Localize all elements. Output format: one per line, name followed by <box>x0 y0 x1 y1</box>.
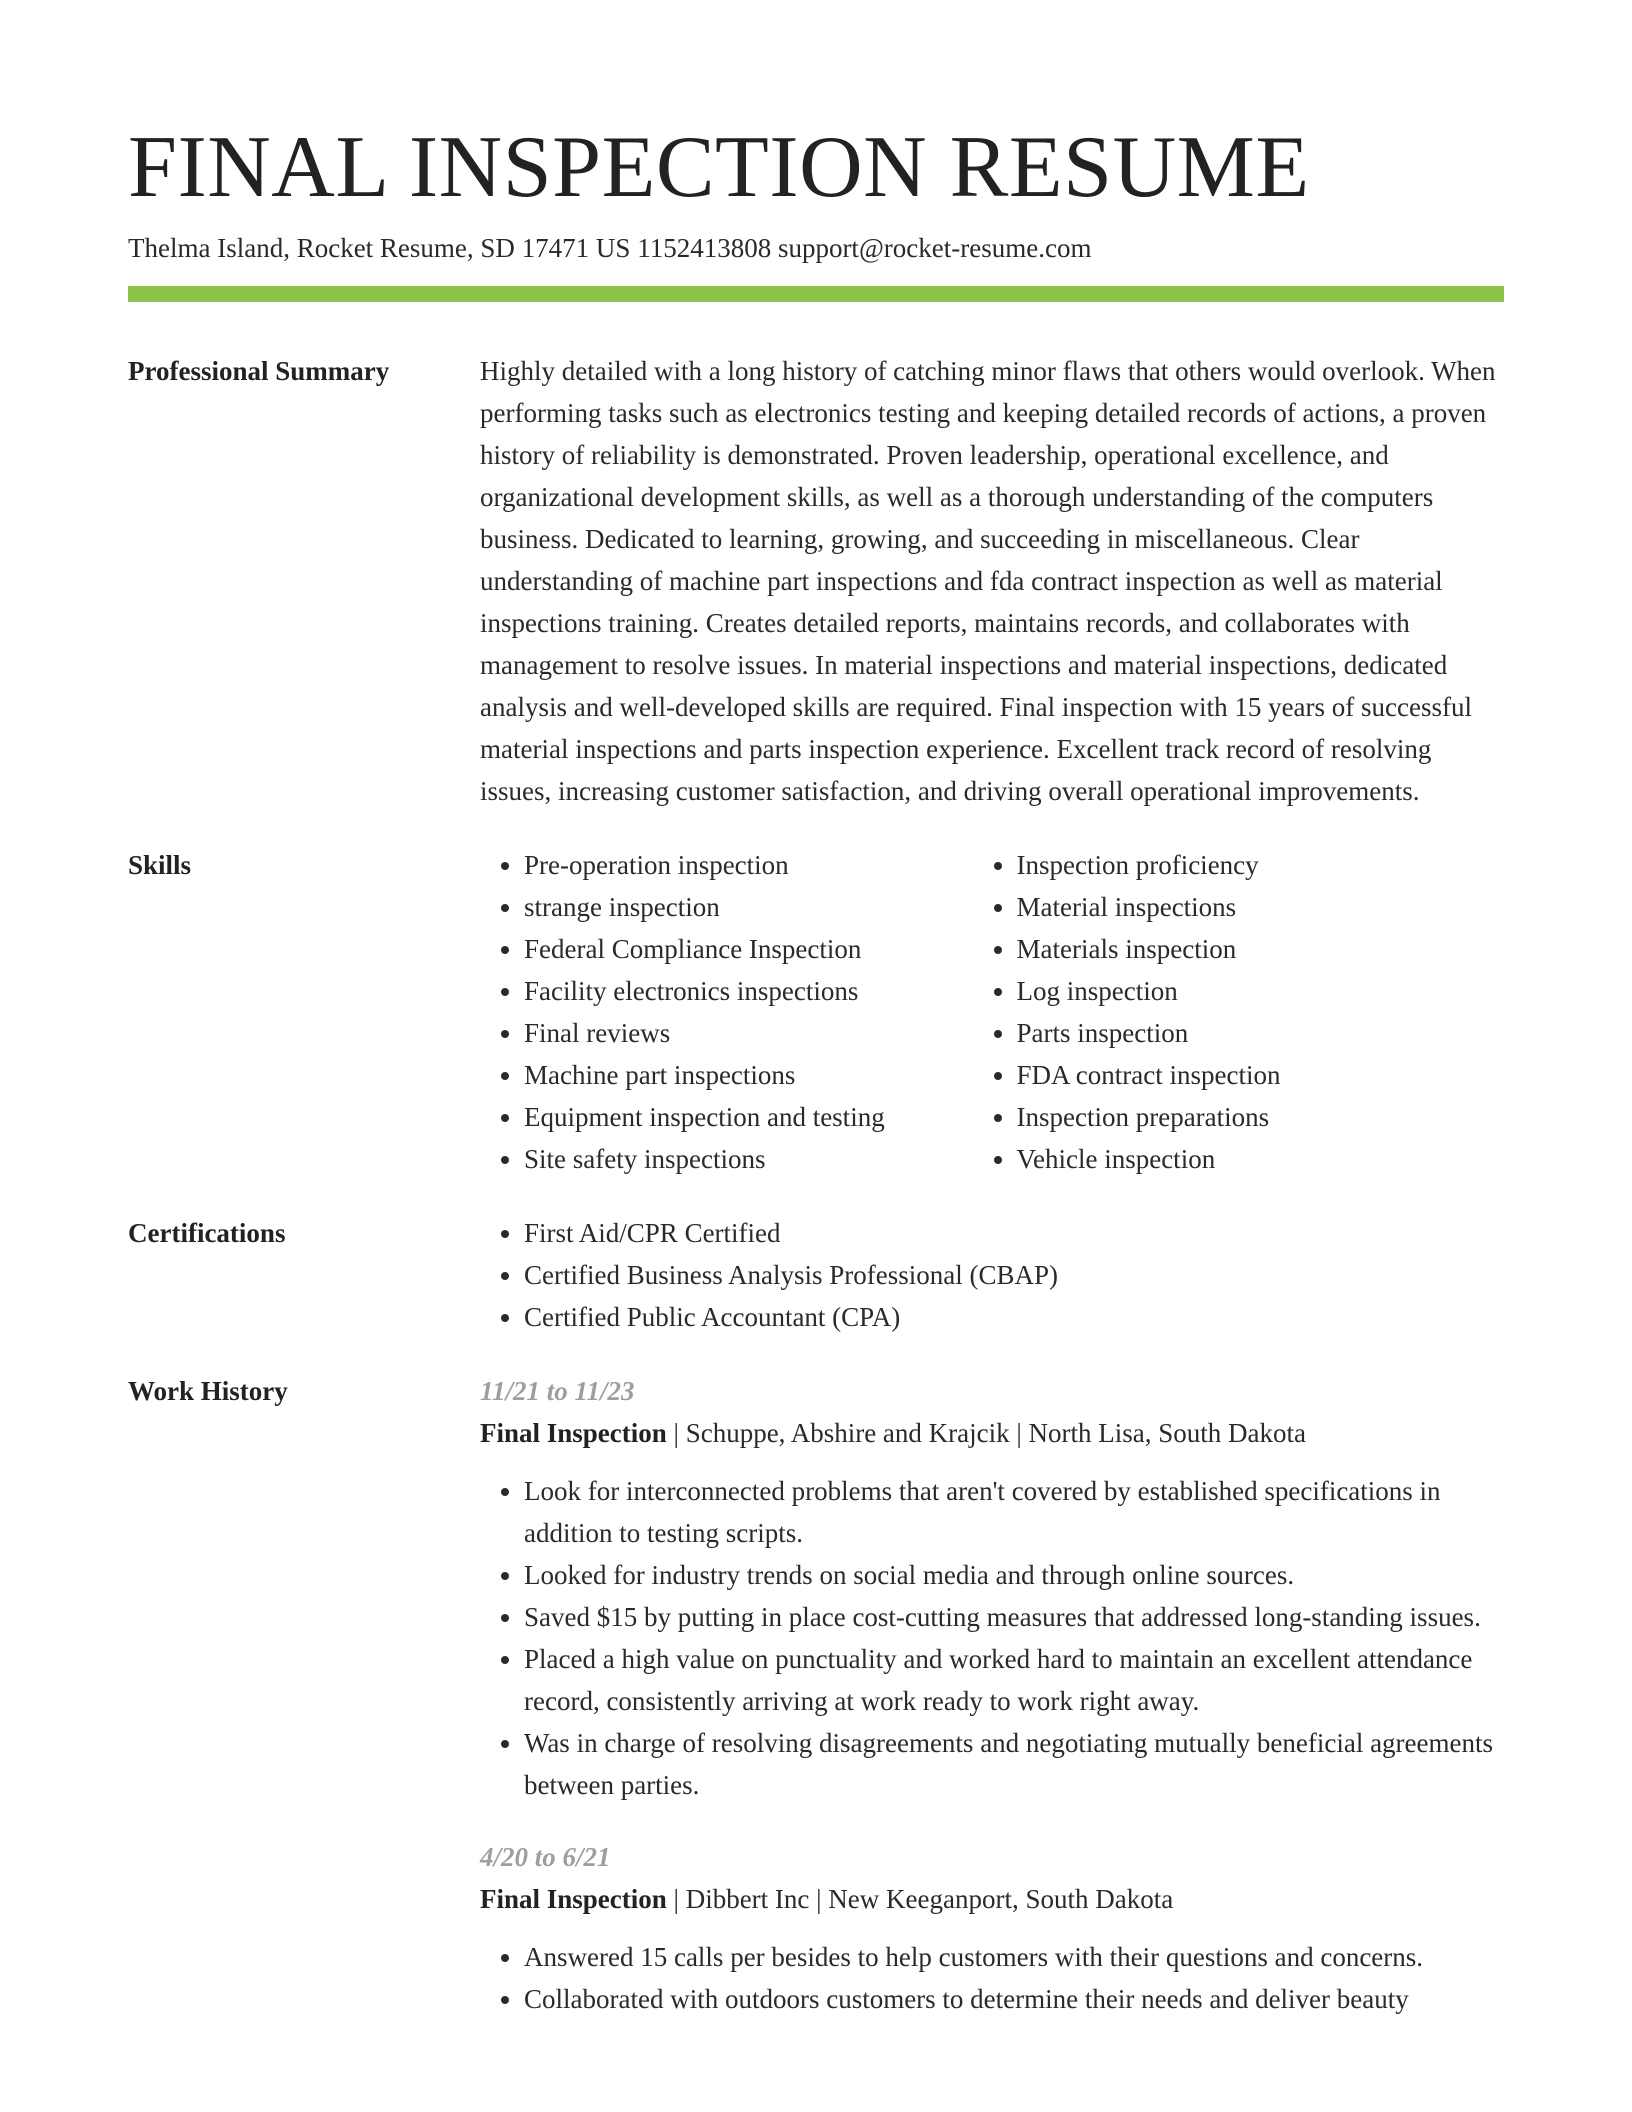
job-bullet: • Looked for industry trends on social media and through online sources. <box>524 1554 1504 1596</box>
job-bullets <box>480 1936 1504 2020</box>
work-history-section <box>128 1370 1504 2050</box>
summary-section <box>128 350 1504 812</box>
skill-item: • Final reviews <box>524 1012 973 1054</box>
skill-item: • Vehicle inspection <box>1017 1138 1505 1180</box>
summary-body <box>480 350 1504 812</box>
job-title: Final Inspection <box>480 1884 667 1914</box>
section-label-summary: Professional Summary <box>128 356 390 386</box>
job-bullets <box>480 1470 1504 1806</box>
section-label-certifications: Certifications <box>128 1218 286 1248</box>
skills-list-right <box>973 844 1505 1180</box>
skill-item: • Federal Compliance Inspection <box>524 928 973 970</box>
skill-item: • Parts inspection <box>1017 1012 1505 1054</box>
job-entry <box>480 1836 1504 2020</box>
skill-item: • Equipment inspection and testing <box>524 1096 973 1138</box>
skill-item: • Materials inspection <box>1017 928 1505 970</box>
skill-item: • Inspection preparations <box>1017 1096 1505 1138</box>
job-dates: 11/21 to 11/23 <box>480 1376 635 1406</box>
header-divider <box>128 286 1504 302</box>
job-bullet: • Saved $15 by putting in place cost-cutting measures that addressed long-standing issues. <box>524 1596 1504 1638</box>
skill-item: • Site safety inspections <box>524 1138 973 1180</box>
certifications-body <box>480 1212 1504 1338</box>
job-entry <box>480 1370 1504 1806</box>
job-bullet: • Answered 15 calls per besides to help customers with their questions and concerns. <box>524 1936 1504 1978</box>
skill-item: • FDA contract inspection <box>1017 1054 1505 1096</box>
job-bullet: • Look for interconnected problems that aren't covered by established specifications in addition to testing scripts. <box>524 1470 1504 1554</box>
job-bullet: • Placed a high value on punctuality and worked hard to maintain an excellent attendance record, consistently arriving at work ready to work right away. <box>524 1638 1504 1722</box>
job-details: | Schuppe, Abshire and Krajcik | North Lisa, South Dakota <box>666 1418 1306 1448</box>
job-bullet: • Was in charge of resolving disagreements and negotiating mutually beneficial agreements between parties. <box>524 1722 1504 1806</box>
job-details: | Dibbert Inc | New Keeganport, South Dakota <box>666 1884 1174 1914</box>
job-heading <box>480 1878 1504 1920</box>
job-title: Final Inspection <box>480 1418 667 1448</box>
certification-item: • Certified Business Analysis Professional (CBAP) <box>524 1254 1504 1296</box>
job-bullet: • Collaborated with outdoors customers to determine their needs and deliver beauty <box>524 1978 1504 2020</box>
job-heading <box>480 1412 1504 1454</box>
certifications-section <box>128 1212 1504 1338</box>
work-history-body <box>480 1370 1504 2050</box>
section-label-skills: Skills <box>128 850 192 880</box>
certifications-list <box>480 1212 1504 1338</box>
skills-section <box>128 844 1504 1180</box>
skill-item: • Material inspections <box>1017 886 1505 928</box>
resume-title: FINAL INSPECTION RESUME <box>128 119 1310 216</box>
skill-item: • Pre-operation inspection <box>524 844 973 886</box>
skills-body <box>480 844 1504 1180</box>
skill-item: • Machine part inspections <box>524 1054 973 1096</box>
resume-content <box>128 350 1504 2082</box>
job-dates: 4/20 to 6/21 <box>480 1842 611 1872</box>
skills-list-left <box>480 844 973 1180</box>
skill-item: • Log inspection <box>1017 970 1505 1012</box>
contact-line: Thelma Island, Rocket Resume, SD 17471 US 1152413808 support@rocket-resume.com <box>128 233 1092 263</box>
certification-item: • Certified Public Accountant (CPA) <box>524 1296 1504 1338</box>
section-label-work-history: Work History <box>128 1376 288 1406</box>
summary-text: Highly detailed with a long history of catching minor flaws that others would overlook. When performing tasks such as electronics testing and keeping detailed records of actions, a proven history of reliability is demonstrated. Proven leadership, operational excellence, and organizational development skills, as well as a thorough understanding of the computers business. Dedicated to learning, growing, and succeeding in miscellaneous. Clear understanding of machine part inspections and fda contract inspection as well as material inspections training. Creates detailed reports, maintains records, and collaborates with management to resolve issues. In material inspections and material inspections, dedicated analysis and well-developed skills are required. Final inspection with 15 years of successful material inspections and parts inspection experience. Excellent track record of resolving issues, increasing customer satisfaction, and driving overall operational improvements. <box>480 356 1496 806</box>
skill-item: • Facility electronics inspections <box>524 970 973 1012</box>
skill-item: • strange inspection <box>524 886 973 928</box>
skill-item: • Inspection proficiency <box>1017 844 1505 886</box>
certification-item: • First Aid/CPR Certified <box>524 1212 1504 1254</box>
